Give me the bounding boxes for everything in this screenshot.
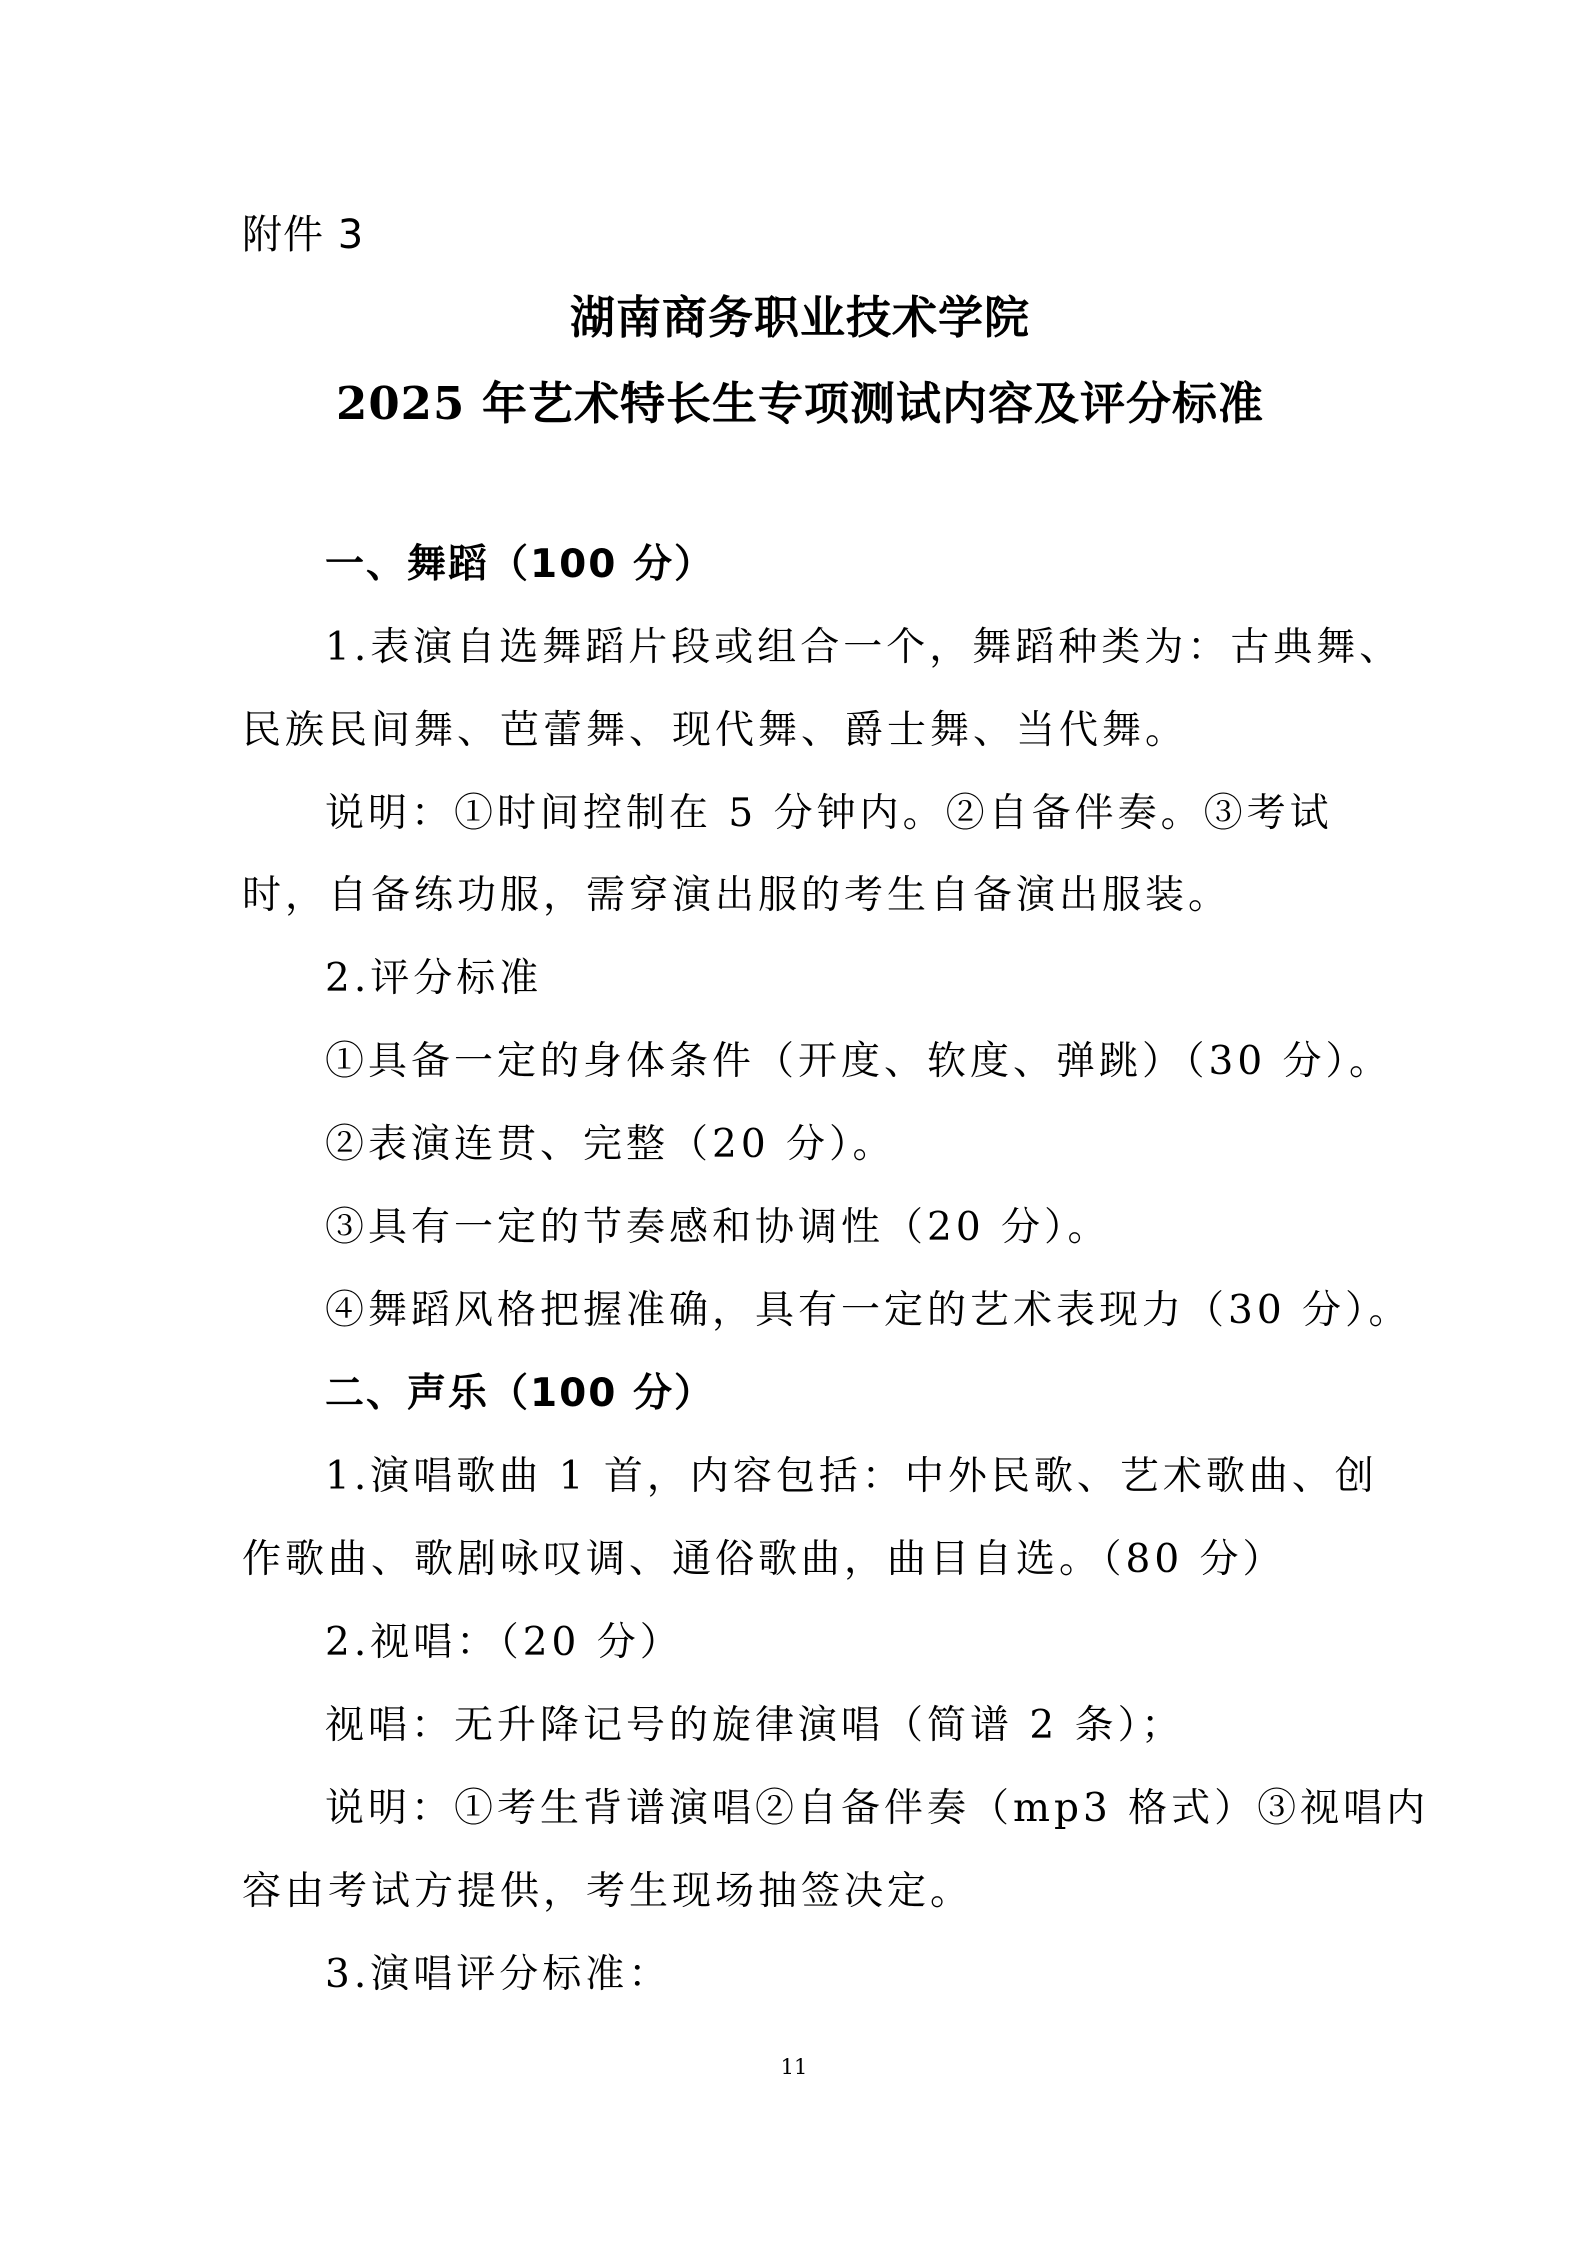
- section-heading-vocal: 二、声乐（100 分）: [325, 1371, 715, 1416]
- dance-criterion-3: ③具有一定的节奏感和协调性（20 分）。: [325, 1205, 1111, 1250]
- attachment-label: 附件 3: [242, 212, 365, 258]
- document-title-line1: 湖南商务职业技术学院: [569, 291, 1030, 344]
- dance-note-line2: 时，自备练功服，需穿演出服的考生自备演出服装。: [242, 873, 1232, 918]
- dance-criterion-1: ①具备一定的身体条件（开度、软度、弹跳）（30 分）。: [325, 1039, 1393, 1084]
- dance-note-line1: 说明：①时间控制在 5 分钟内。②自备伴奏。③考试: [325, 791, 1333, 836]
- dance-criterion-4: ④舞蹈风格把握准确，具有一定的艺术表现力（30 分）。: [325, 1288, 1412, 1333]
- dance-criterion-2: ②表演连贯、完整（20 分）。: [325, 1122, 896, 1167]
- vocal-item1-line1: 1.演唱歌曲 1 首，内容包括：中外民歌、艺术歌曲、创: [325, 1454, 1378, 1499]
- vocal-item1-line2: 作歌曲、歌剧咏叹调、通俗歌曲，曲目自选。（80 分）: [242, 1537, 1286, 1582]
- dance-item2: 2.评分标准: [325, 956, 543, 1001]
- vocal-sight-singing: 视唱：无升降记号的旋律演唱（简谱 2 条）；: [325, 1703, 1185, 1748]
- document-title-line2: 2025 年艺术特长生专项测试内容及评分标准: [336, 377, 1264, 430]
- vocal-item2: 2.视唱：（20 分）: [325, 1620, 683, 1665]
- vocal-item3: 3.演唱评分标准：: [325, 1952, 672, 1997]
- vocal-note-line1: 说明：①考生背谱演唱②自备伴奏（mp3 格式）③视唱内: [325, 1786, 1430, 1831]
- page-number: 11: [780, 2055, 808, 2079]
- section-heading-dance: 一、舞蹈（100 分）: [325, 542, 715, 587]
- vocal-note-line2: 容由考试方提供，考生现场抽签决定。: [242, 1869, 974, 1914]
- dance-item1-line2: 民族民间舞、芭蕾舞、现代舞、爵士舞、当代舞。: [242, 708, 1189, 753]
- dance-item1-line1: 1.表演自选舞蹈片段或组合一个，舞蹈种类为：古典舞、: [325, 625, 1403, 670]
